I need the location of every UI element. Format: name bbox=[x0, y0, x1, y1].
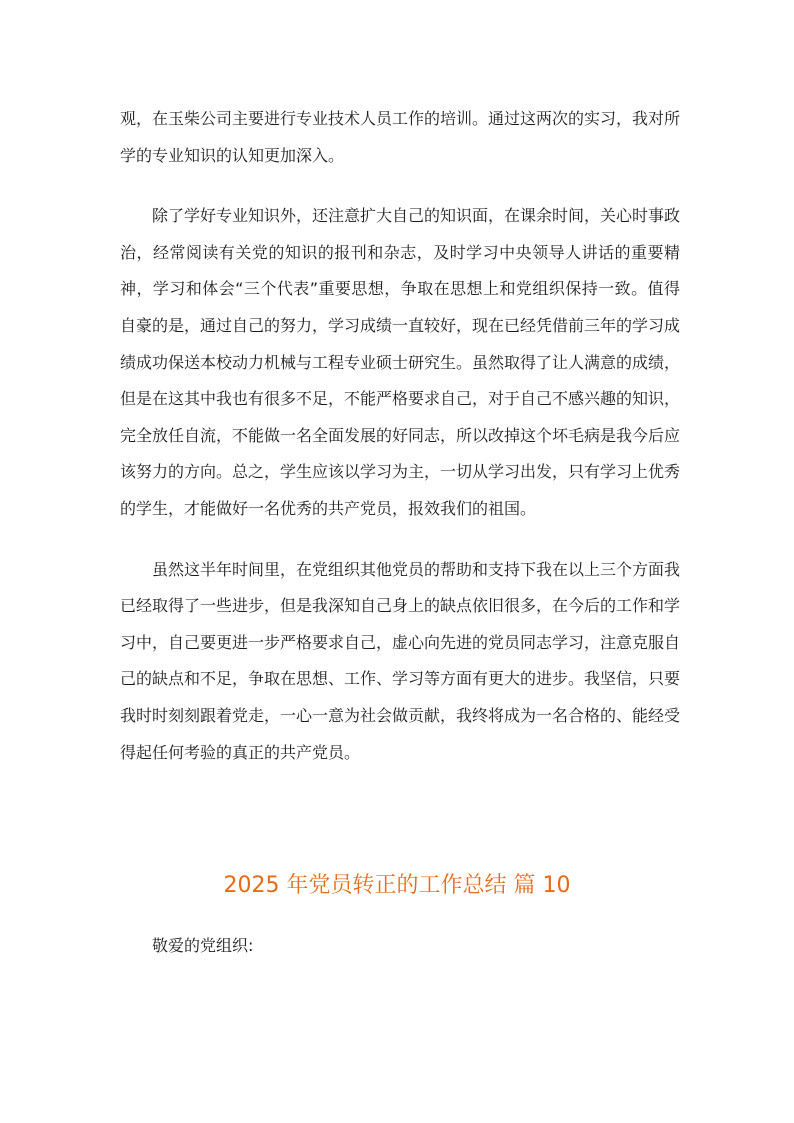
section-heading: 2025 年党员转正的工作总结 篇 10 bbox=[223, 873, 571, 898]
paragraph-gap bbox=[120, 174, 680, 198]
paragraph-summary: 虽然这半年时间里，在党组织其他党员的帮助和支持下我在以上三个方面我已经取得了一些进步，但是我深知自己身上的缺点依旧很多，在今后的工作和学习中，自己要更进一步严格要求自己，虚心向先进的党员同志学习，注意克服自己的缺点和不足，争取在思想、工作、学习等方面有更大的进步。我坚信，只要我时时刻刻跟着党走，一心一意为社会做贡献，我终将成为一名合格的、能经受得起任何考验的真正的共产党员。 bbox=[120, 559, 681, 762]
paragraph-continuation: 观，在玉柴公司主要进行专业技术人员工作的培训。通过这两次的实习，我对所学的专业知识的认知更加深入。 bbox=[120, 109, 681, 165]
paragraph-study: 除了学好专业知识外，还注意扩大自己的知识面，在课余时间，关心时事政治，经常阅读有关党的知识的报刊和杂志，及时学习中央领导人讲话的重要精神，学习和体会“三个代表”重要思想，争取在思想上和党组织保持一致。值得自豪的是，通过自己的努力，学习成绩一直较好，现在已经凭借前三年的学习成绩成功保送本校动力机械与工程专业硕士研究生。虽然取得了让人满意的成绩，但是在这其中我也有很多不足，不能严格要求自己，对于自己不感兴趣的知识，完全放任自流，不能做一名全面发展的好同志，所以改掉这个坏毛病是我今后应该努力的方向。总之，学生应该以学习为主，一切从学习出发，只有学习上优秀的学生，才能做好一名优秀的共产党员，报效我们的祖国。 bbox=[120, 206, 681, 518]
document-body bbox=[120, 101, 680, 771]
paragraph-gap bbox=[120, 528, 680, 552]
salutation: 敬爱的党组织: bbox=[152, 936, 254, 955]
